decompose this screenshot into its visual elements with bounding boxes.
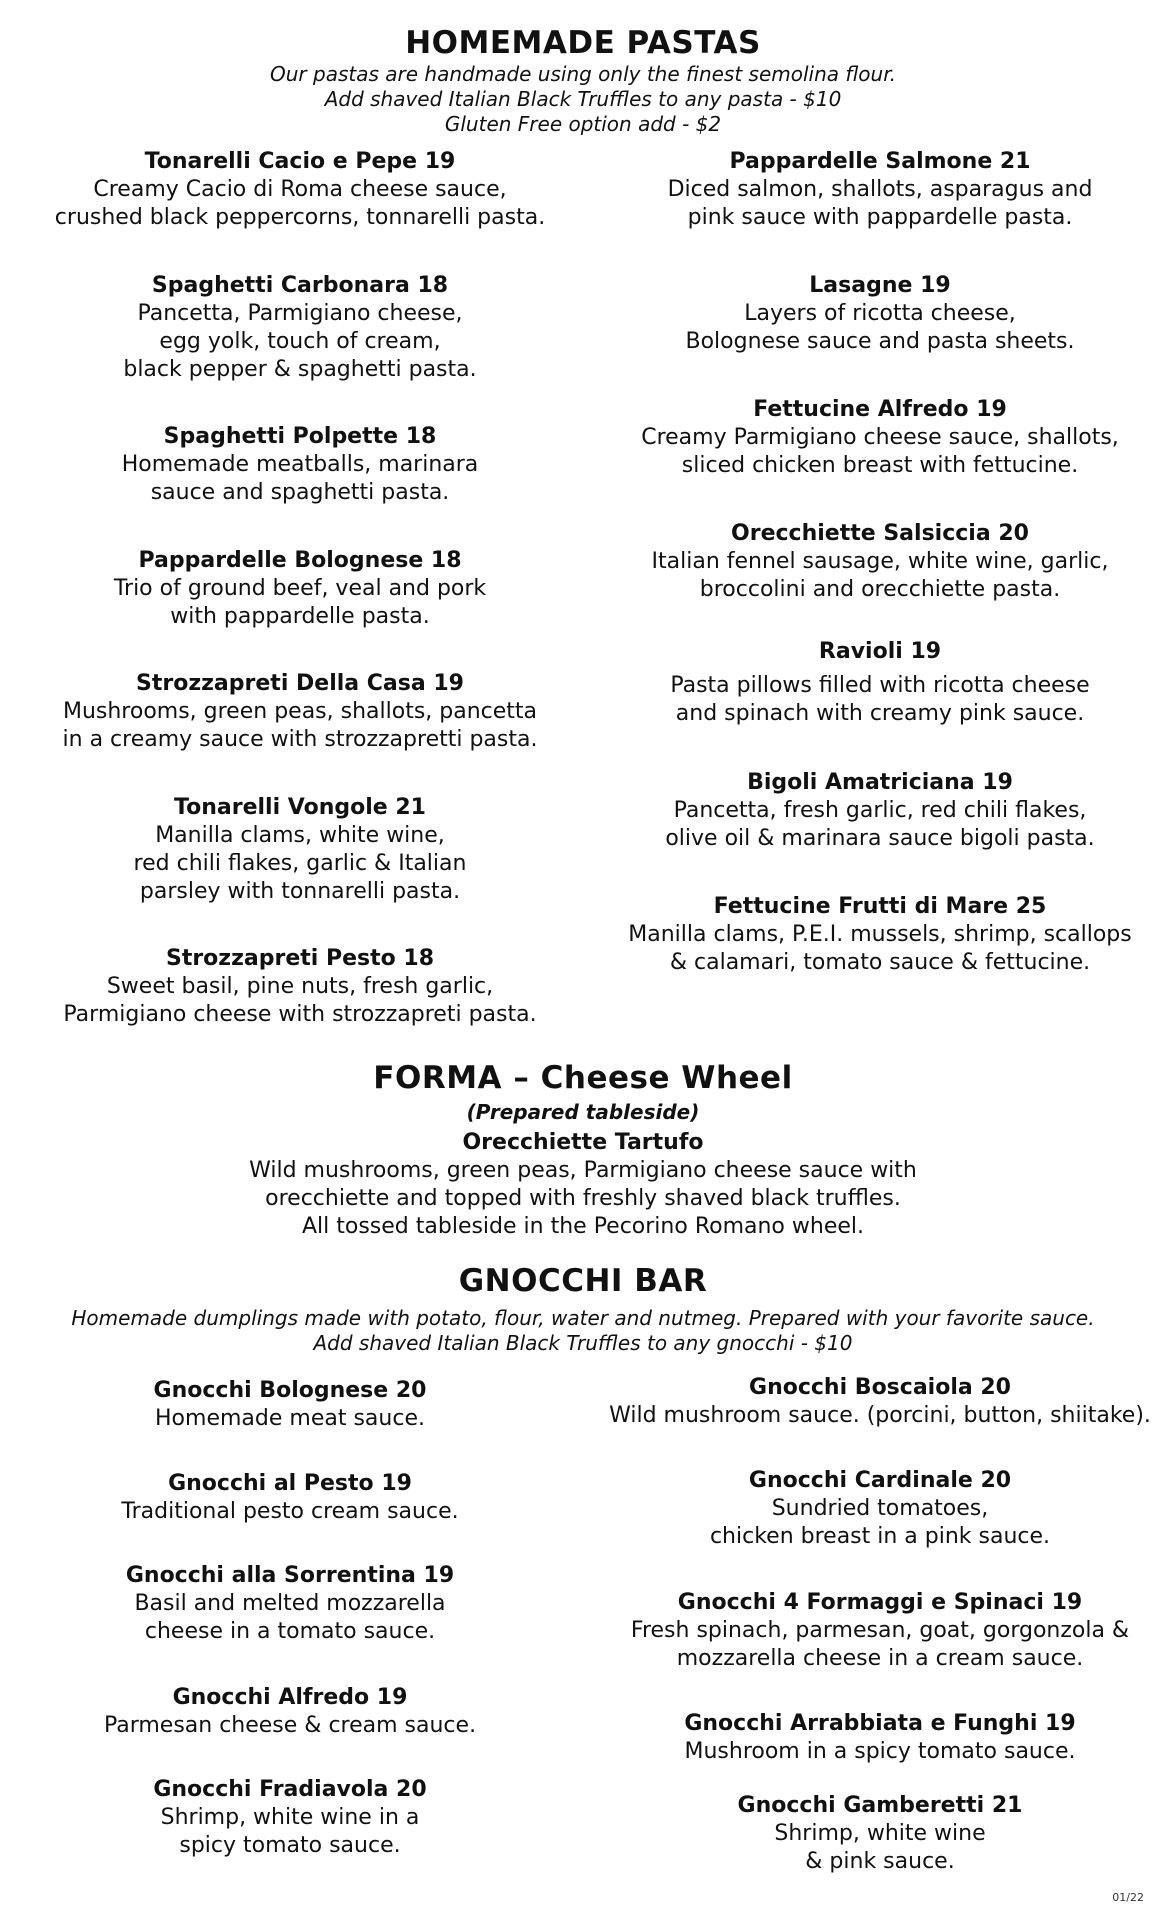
item-desc: chicken breast in a pink sauce. <box>709 1524 1051 1549</box>
item-desc: Creamy Cacio di Roma cheese sauce, <box>93 177 507 202</box>
item-name: Gnocchi Alfredo 19 <box>172 1685 408 1710</box>
item-desc: Homemade meat sauce. <box>155 1406 425 1431</box>
menu-item <box>20 272 580 384</box>
item-desc: black pepper & spaghetti pasta. <box>123 357 477 382</box>
item-desc: with pappardelle pasta. <box>170 604 430 629</box>
item-desc: Layers of ricotta cheese, <box>744 301 1016 326</box>
item-name: Gnocchi Boscaiola 20 <box>749 1375 1011 1400</box>
item-desc: spicy tomato sauce. <box>179 1833 401 1858</box>
item-name: Gnocchi Bolognese 20 <box>153 1378 427 1403</box>
item-desc: parsley with tonnarelli pasta. <box>139 879 461 904</box>
menu-item <box>20 670 580 754</box>
item-name: Gnocchi alla Sorrentina 19 <box>125 1563 455 1588</box>
item-name: Pappardelle Bolognese 18 <box>138 548 462 573</box>
footer-code: 01/22 <box>1112 1891 1144 1904</box>
item-desc: Fresh spinach, parmesan, goat, gorgonzola & <box>630 1618 1130 1643</box>
menu-item <box>600 1467 1160 1551</box>
item-desc: All tossed tableside in the Pecorino Romano wheel. <box>301 1214 864 1239</box>
menu-item <box>20 547 580 631</box>
menu-item <box>20 1684 560 1740</box>
pastas-note: Our pastas are handmade using only the finest semolina flour. <box>270 62 896 86</box>
pastas-right-column <box>600 148 1160 988</box>
menu-item <box>20 423 580 507</box>
item-desc: Mushroom in a spicy tomato sauce. <box>684 1739 1076 1764</box>
menu-item <box>600 520 1160 604</box>
item-name: Gnocchi 4 Formaggi e Spinaci 19 <box>677 1590 1083 1615</box>
pastas-note: Gluten Free option add - $2 <box>444 112 722 136</box>
menu-item <box>20 1562 560 1646</box>
gnocchi-header <box>0 1262 1166 1356</box>
item-desc: cheese in a tomato sauce. <box>144 1619 436 1644</box>
item-name: Spaghetti Carbonara 18 <box>151 273 449 298</box>
item-desc: Sundried tomatoes, <box>771 1496 989 1521</box>
gnocchi-left-column <box>20 1377 560 1877</box>
gnocchi-title: GNOCCHI BAR <box>458 1263 708 1299</box>
pastas-note: Add shaved Italian Black Truffles to any pasta - $10 <box>324 87 842 111</box>
item-name: Pappardelle Salmone 21 <box>729 149 1031 174</box>
gnocchi-note: Homemade dumplings made with potato, flour, water and nutmeg. Prepared with your favorite sauce. <box>71 1306 1095 1330</box>
item-name: Fettucine Frutti di Mare 25 <box>713 894 1047 919</box>
item-desc: sliced chicken breast with fettucine. <box>681 453 1079 478</box>
item-desc: Diced salmon, shallots, asparagus and <box>667 177 1093 202</box>
menu-item <box>20 1470 560 1526</box>
item-desc: Bolognese sauce and pasta sheets. <box>685 329 1075 354</box>
item-name: Orecchiette Tartufo <box>462 1130 704 1155</box>
item-desc: Parmesan cheese & cream sauce. <box>103 1713 477 1738</box>
item-desc: olive oil & marinara sauce bigoli pasta. <box>665 826 1095 851</box>
item-desc: Creamy Parmigiano cheese sauce, shallots, <box>641 425 1119 450</box>
item-desc: Wild mushrooms, green peas, Parmigiano cheese sauce with <box>249 1158 917 1183</box>
item-desc: Sweet basil, pine nuts, fresh garlic, <box>106 974 494 999</box>
item-desc: egg yolk, touch of cream, <box>159 329 441 354</box>
pastas-title: HOMEMADE PASTAS <box>405 25 761 61</box>
menu-item <box>20 945 580 1029</box>
item-name: Lasagne 19 <box>809 273 951 298</box>
item-desc: Trio of ground beef, veal and pork <box>113 576 487 601</box>
menu-item <box>600 893 1160 977</box>
item-desc: Mushrooms, green peas, shallots, pancetta <box>62 699 538 724</box>
forma-title: FORMA – Cheese Wheel <box>373 1060 793 1096</box>
item-name: Bigoli Amatriciana 19 <box>747 770 1013 795</box>
item-desc: crushed black peppercorns, tonnarelli pasta. <box>54 205 546 230</box>
item-desc: Manilla clams, white wine, <box>155 823 445 848</box>
forma-note: (Prepared tableside) <box>466 1100 700 1124</box>
forma-section <box>0 1059 1166 1241</box>
item-desc: Italian fennel sausage, white wine, garlic, <box>651 549 1109 574</box>
gnocchi-right-column <box>600 1374 1160 1894</box>
menu-item <box>20 148 580 232</box>
item-name: Ravioli 19 <box>818 639 942 664</box>
item-desc: Traditional pesto cream sauce. <box>121 1499 459 1524</box>
menu-item <box>600 1710 1160 1766</box>
menu-item <box>600 272 1160 356</box>
item-desc: Shrimp, white wine in a <box>160 1805 420 1830</box>
item-name: Gnocchi al Pesto 19 <box>168 1471 412 1496</box>
item-name: Tonarelli Vongole 21 <box>174 795 426 820</box>
menu-item <box>600 1792 1160 1876</box>
item-desc: orecchiette and topped with freshly shaved black truffles. <box>265 1186 901 1211</box>
item-desc: and spinach with creamy pink sauce. <box>675 701 1085 726</box>
item-desc: & pink sauce. <box>805 1849 955 1874</box>
item-desc: red chili flakes, garlic & Italian <box>133 851 467 876</box>
pastas-left-column <box>20 148 580 1028</box>
pastas-header <box>0 24 1166 137</box>
item-desc: Wild mushroom sauce. (porcini, button, shiitake). <box>609 1403 1151 1428</box>
menu-item <box>600 148 1160 232</box>
item-name: Orecchiette Salsiccia 20 <box>731 521 1029 546</box>
menu-item <box>600 396 1160 480</box>
item-desc: & calamari, tomato sauce & fettucine. <box>669 950 1091 975</box>
menu-item <box>600 638 1160 728</box>
item-name: Tonarelli Cacio e Pepe 19 <box>144 149 456 174</box>
item-desc: Pancetta, Parmigiano cheese, <box>137 301 463 326</box>
menu-item <box>600 769 1160 853</box>
item-name: Gnocchi Arrabbiata e Funghi 19 <box>684 1711 1076 1736</box>
menu-item <box>20 1377 560 1433</box>
item-desc: mozzarella cheese in a cream sauce. <box>676 1646 1084 1671</box>
menu-item <box>600 1374 1160 1430</box>
item-name: Spaghetti Polpette 18 <box>163 424 437 449</box>
item-desc: pink sauce with pappardelle pasta. <box>687 205 1073 230</box>
item-name: Gnocchi Cardinale 20 <box>748 1468 1012 1493</box>
item-name: Strozzapreti Della Casa 19 <box>136 671 464 696</box>
menu-item <box>600 1589 1160 1673</box>
item-desc: Homemade meatballs, marinara <box>121 452 479 477</box>
item-desc: Pasta pillows filled with ricotta cheese <box>670 673 1090 698</box>
item-name: Gnocchi Fradiavola 20 <box>153 1777 427 1802</box>
menu-item <box>20 1776 560 1860</box>
item-desc: Pancetta, fresh garlic, red chili flakes, <box>673 798 1087 823</box>
item-name: Gnocchi Gamberetti 21 <box>737 1793 1023 1818</box>
gnocchi-note: Add shaved Italian Black Truffles to any gnocchi - $10 <box>313 1331 853 1355</box>
menu-item <box>20 794 580 906</box>
item-desc: in a creamy sauce with strozzapretti pasta. <box>62 727 538 752</box>
item-desc: sauce and spaghetti pasta. <box>150 480 450 505</box>
item-name: Strozzapreti Pesto 18 <box>165 946 435 971</box>
item-desc: Basil and melted mozzarella <box>134 1591 446 1616</box>
item-desc: broccolini and orecchiette pasta. <box>699 577 1061 602</box>
item-desc: Shrimp, white wine <box>774 1821 986 1846</box>
item-name: Fettucine Alfredo 19 <box>753 397 1007 422</box>
item-desc: Parmigiano cheese with strozzapreti pasta. <box>63 1002 537 1027</box>
item-desc: Manilla clams, P.E.I. mussels, shrimp, scallops <box>628 922 1132 947</box>
